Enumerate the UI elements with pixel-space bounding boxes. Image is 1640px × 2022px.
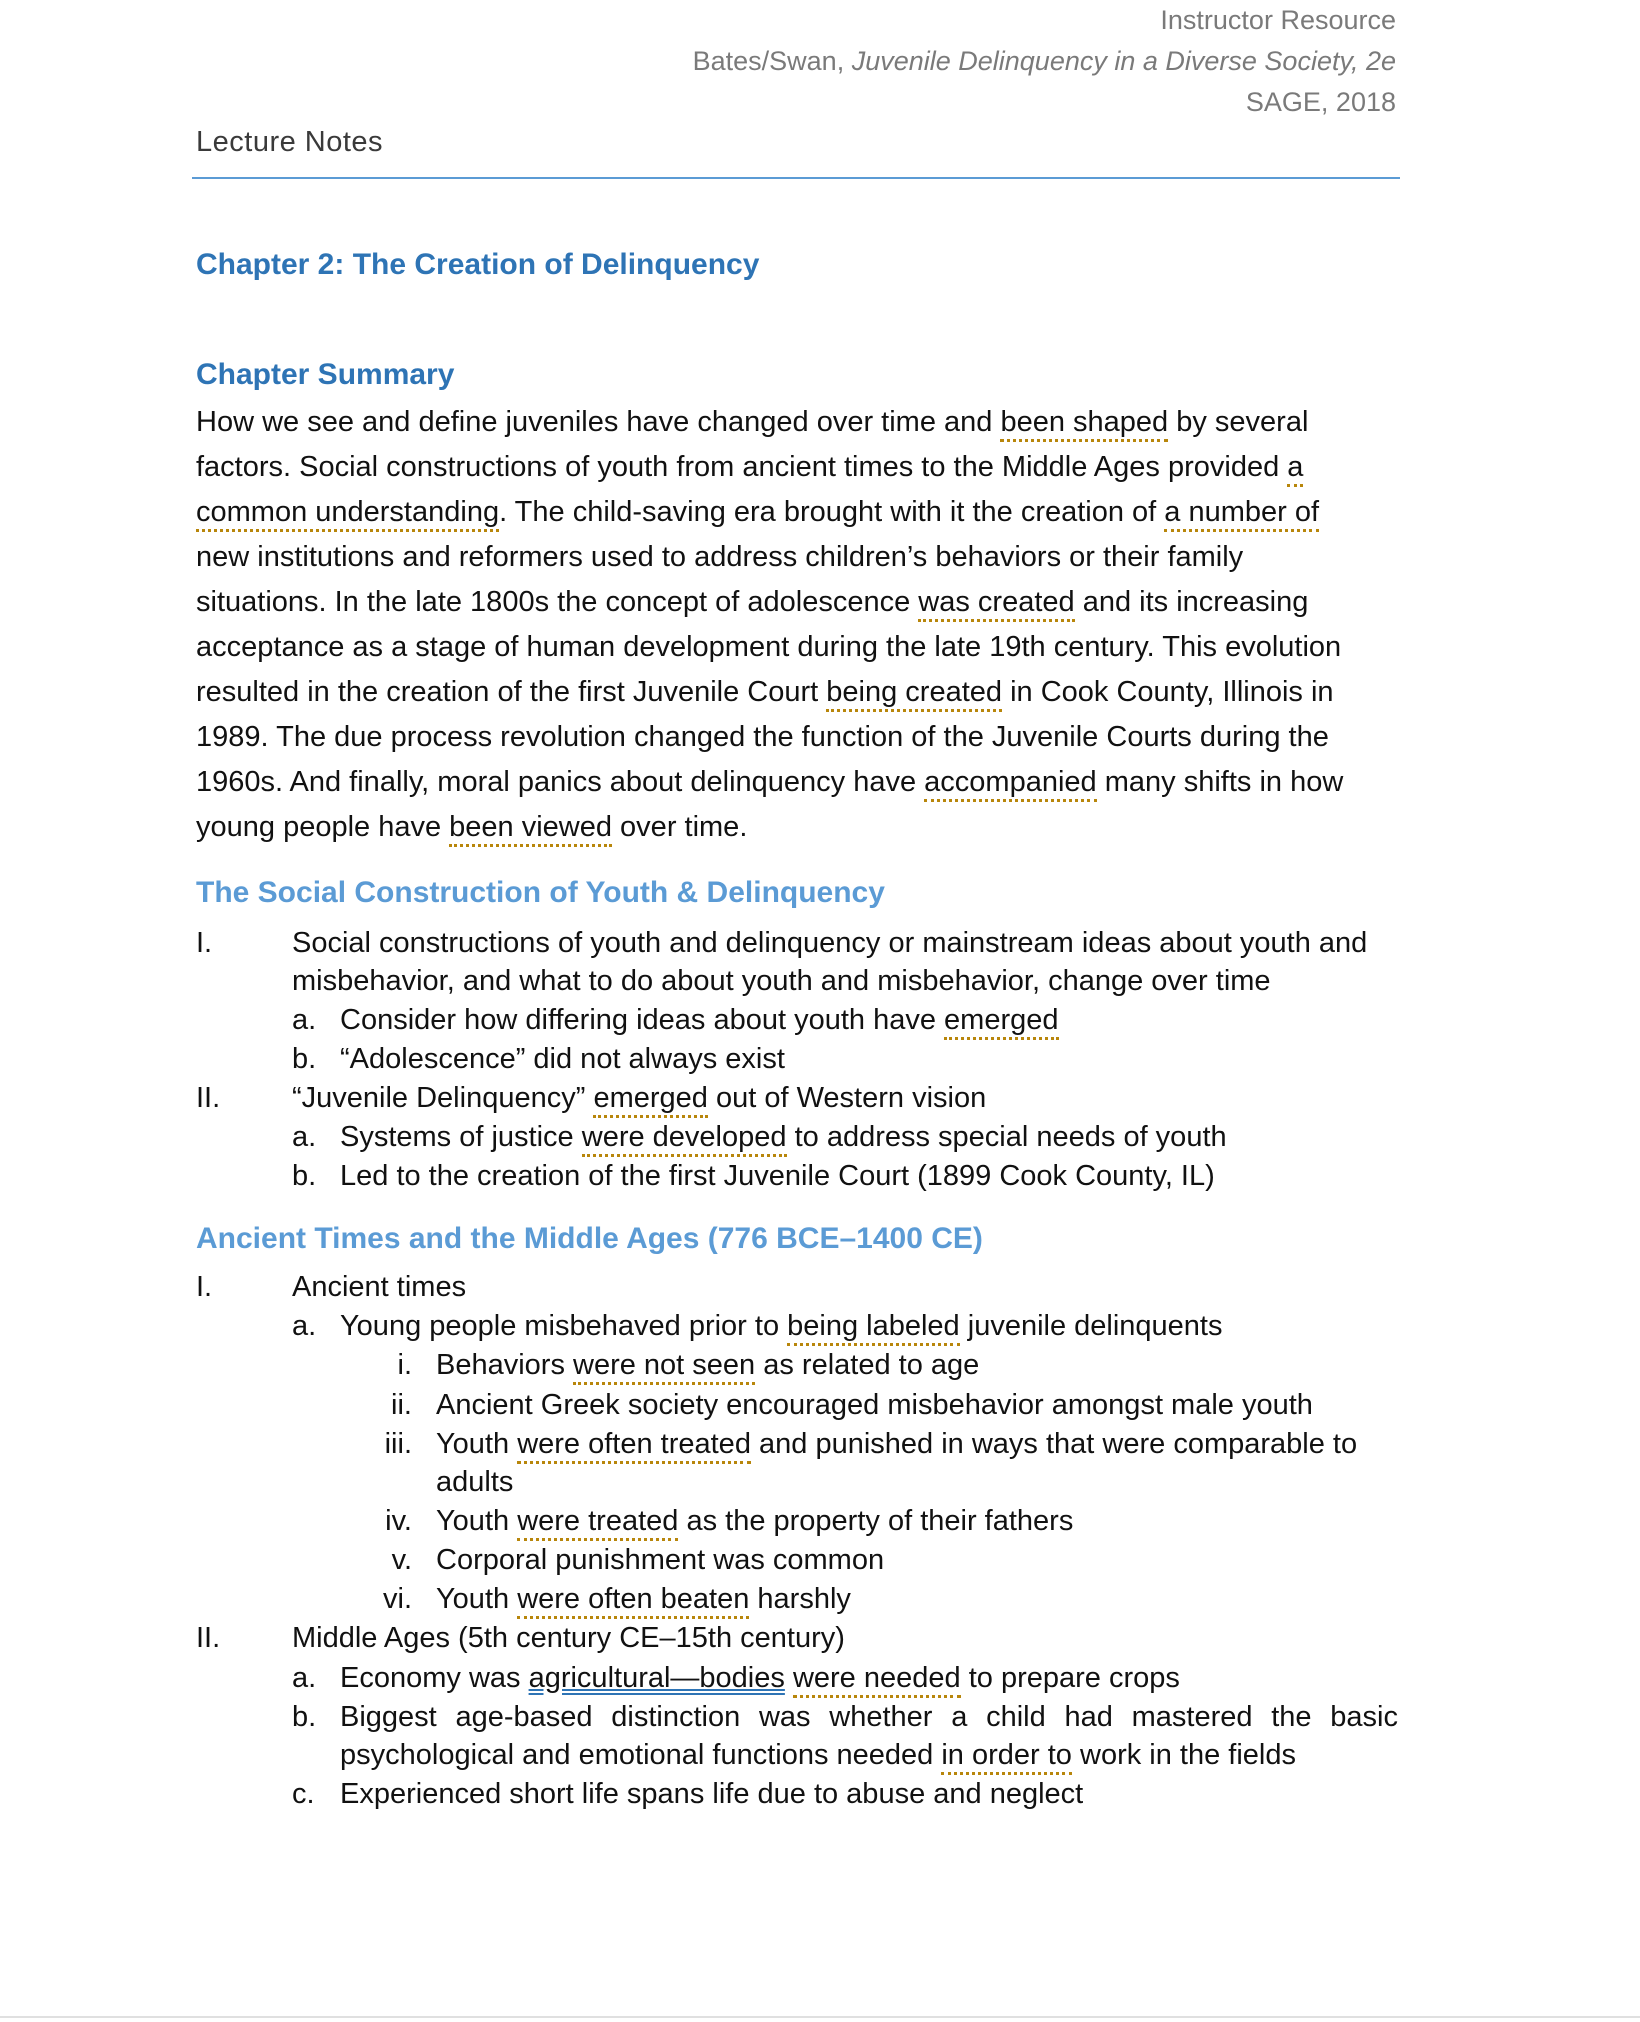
text: How we see and define juveniles have changed over time and <box>196 406 1001 438</box>
text: juvenile delinquents <box>959 1310 1223 1342</box>
grammar-flag[interactable]: in order to <box>941 1739 1072 1775</box>
text: many shifts in how <box>1096 766 1344 798</box>
text: . The child-saving era brought with it the creation of <box>499 496 1165 528</box>
grammar-flag[interactable]: was created <box>918 586 1074 622</box>
list-item <box>436 1425 1357 1463</box>
section-label: Lecture Notes <box>196 126 384 158</box>
list-marker: vi. <box>383 1583 412 1615</box>
summary-line <box>196 400 1400 445</box>
list-item: Ancient Greek society encouraged misbehavior amongst male youth <box>436 1389 1313 1421</box>
header-authors: Bates/Swan, <box>692 46 852 76</box>
grammar-flag[interactable]: been viewed <box>449 811 612 847</box>
list-marker: a. <box>292 1004 317 1036</box>
list-marker: II. <box>196 1082 221 1114</box>
list-item <box>340 1001 1059 1039</box>
list-marker: iv. <box>385 1505 412 1537</box>
section-heading-social-construction: The Social Construction of Youth & Delinquency <box>196 876 885 909</box>
text: Youth <box>436 1428 518 1460</box>
grammar-flag[interactable]: been shaped <box>1000 406 1168 442</box>
text: situations. In the late 1800s the concept of adolescence <box>196 586 919 618</box>
header-instructor-resource: Instructor Resource <box>1160 5 1396 35</box>
text: out of Western vision <box>707 1082 987 1114</box>
list-item: Led to the creation of the first Juvenile Court (1899 Cook County, IL) <box>340 1160 1215 1192</box>
list-item: Biggest age-based distinction was whether a child had mastered the basic <box>340 1701 1398 1733</box>
grammar-flag[interactable]: were treated <box>517 1505 678 1541</box>
list-item <box>292 1079 986 1117</box>
summary-line <box>196 445 1400 490</box>
list-item <box>436 1346 979 1384</box>
grammar-flag[interactable]: common understanding <box>196 496 499 532</box>
list-item: Middle Ages (5th century CE–15th century) <box>292 1622 845 1654</box>
list-item: Social constructions of youth and delinquency or mainstream ideas about youth and <box>292 927 1368 959</box>
summary-line: 1989. The due process revolution changed the function of the Juvenile Courts during the <box>196 721 1329 753</box>
text: young people have <box>196 811 450 843</box>
text: Youth <box>436 1505 518 1537</box>
list-marker: a. <box>292 1662 317 1694</box>
summary-line <box>196 760 1400 805</box>
text: Systems of justice <box>340 1121 582 1153</box>
text: by several <box>1168 406 1309 438</box>
text: work in the fields <box>1071 1739 1296 1771</box>
list-marker: c. <box>292 1778 315 1810</box>
page-bottom-edge <box>0 2016 1640 2018</box>
header-divider <box>192 177 1400 179</box>
header-publisher: SAGE, 2018 <box>1245 87 1396 117</box>
list-marker: iii. <box>384 1428 412 1460</box>
list-item: “Adolescence” did not always exist <box>340 1043 785 1075</box>
text: to address special needs of youth <box>786 1121 1227 1153</box>
list-marker: b. <box>292 1160 317 1192</box>
chapter-title: Chapter 2: The Creation of Delinquency <box>196 248 760 281</box>
list-item-continued <box>340 1736 1296 1774</box>
text: Consider how differing ideas about youth have <box>340 1004 945 1036</box>
list-marker: ii. <box>391 1389 412 1421</box>
summary-line <box>196 580 1400 625</box>
text: in Cook County, Illinois in <box>1002 676 1334 708</box>
grammar-flag[interactable]: were not seen <box>573 1349 755 1385</box>
list-marker: v. <box>391 1544 412 1576</box>
text: to prepare crops <box>960 1662 1180 1694</box>
grammar-flag[interactable]: were often treated <box>517 1428 751 1464</box>
list-item <box>340 1307 1223 1345</box>
text: Youth <box>436 1583 518 1615</box>
list-marker: b. <box>292 1701 317 1733</box>
text: psychological and emotional functions needed <box>340 1739 942 1771</box>
list-item <box>340 1659 1180 1697</box>
summary-paragraph <box>196 400 1400 850</box>
text: as related to age <box>755 1349 980 1381</box>
list-marker: I. <box>196 927 213 959</box>
text: Behaviors <box>436 1349 574 1381</box>
text: and punished in ways that were comparable to <box>750 1428 1358 1460</box>
text: factors. Social constructions of youth from ancient times to the Middle Ages provided <box>196 451 1288 483</box>
spelling-flag[interactable]: agricultural—bodies <box>528 1662 785 1694</box>
list-item: Experienced short life spans life due to abuse and neglect <box>340 1778 1084 1810</box>
list-marker: a. <box>292 1310 317 1342</box>
summary-line: new institutions and reformers used to address children’s behaviors or their family <box>196 541 1244 573</box>
list-marker: II. <box>196 1622 221 1654</box>
section-heading-ancient-times: Ancient Times and the Middle Ages (776 BCE–1400 CE) <box>196 1222 983 1255</box>
text: harshly <box>749 1583 851 1615</box>
list-marker: b. <box>292 1043 317 1075</box>
text: over time. <box>612 811 748 843</box>
text: Young people misbehaved prior to <box>340 1310 788 1342</box>
header-book-citation <box>693 41 1396 81</box>
list-item: Corporal punishment was common <box>436 1544 885 1576</box>
list-marker: i. <box>397 1349 412 1381</box>
list-item-continued: misbehavior, and what to do about youth and misbehavior, change over time <box>292 965 1271 997</box>
grammar-flag[interactable]: a number of <box>1164 496 1319 532</box>
summary-line: acceptance as a stage of human development during the late 19th century. This evolution <box>196 631 1342 663</box>
grammar-flag[interactable]: were developed <box>582 1121 787 1157</box>
text: resulted in the creation of the first Juvenile Court <box>196 676 827 708</box>
grammar-flag[interactable]: being created <box>826 676 1002 712</box>
grammar-flag[interactable]: accompanied <box>924 766 1097 802</box>
grammar-flag[interactable]: were needed <box>793 1662 961 1698</box>
list-item <box>340 1118 1227 1156</box>
text: 1960s. And finally, moral panics about delinquency have <box>196 766 925 798</box>
summary-line <box>196 805 1400 850</box>
list-item-continued: adults <box>436 1466 514 1498</box>
summary-line <box>196 670 1400 715</box>
list-marker: a. <box>292 1121 317 1153</box>
grammar-flag[interactable]: being labeled <box>787 1310 960 1346</box>
text: and its increasing <box>1074 586 1309 618</box>
list-item <box>436 1580 851 1618</box>
list-marker: I. <box>196 1271 213 1303</box>
text: “Juvenile Delinquency” <box>292 1082 594 1114</box>
grammar-flag[interactable]: a <box>1287 451 1303 487</box>
grammar-flag[interactable]: emerged <box>944 1004 1058 1040</box>
grammar-flag[interactable]: emerged <box>593 1082 707 1118</box>
text <box>785 1662 793 1694</box>
header-book-title: Juvenile Delinquency in a Diverse Society, 2e <box>851 46 1396 76</box>
grammar-flag[interactable]: were often beaten <box>517 1583 749 1619</box>
list-item <box>436 1502 1073 1540</box>
text: Economy was <box>340 1662 529 1694</box>
text: as the property of their fathers <box>678 1505 1074 1537</box>
summary-line <box>196 490 1400 535</box>
list-item: Ancient times <box>292 1271 467 1303</box>
summary-heading: Chapter Summary <box>196 358 455 391</box>
